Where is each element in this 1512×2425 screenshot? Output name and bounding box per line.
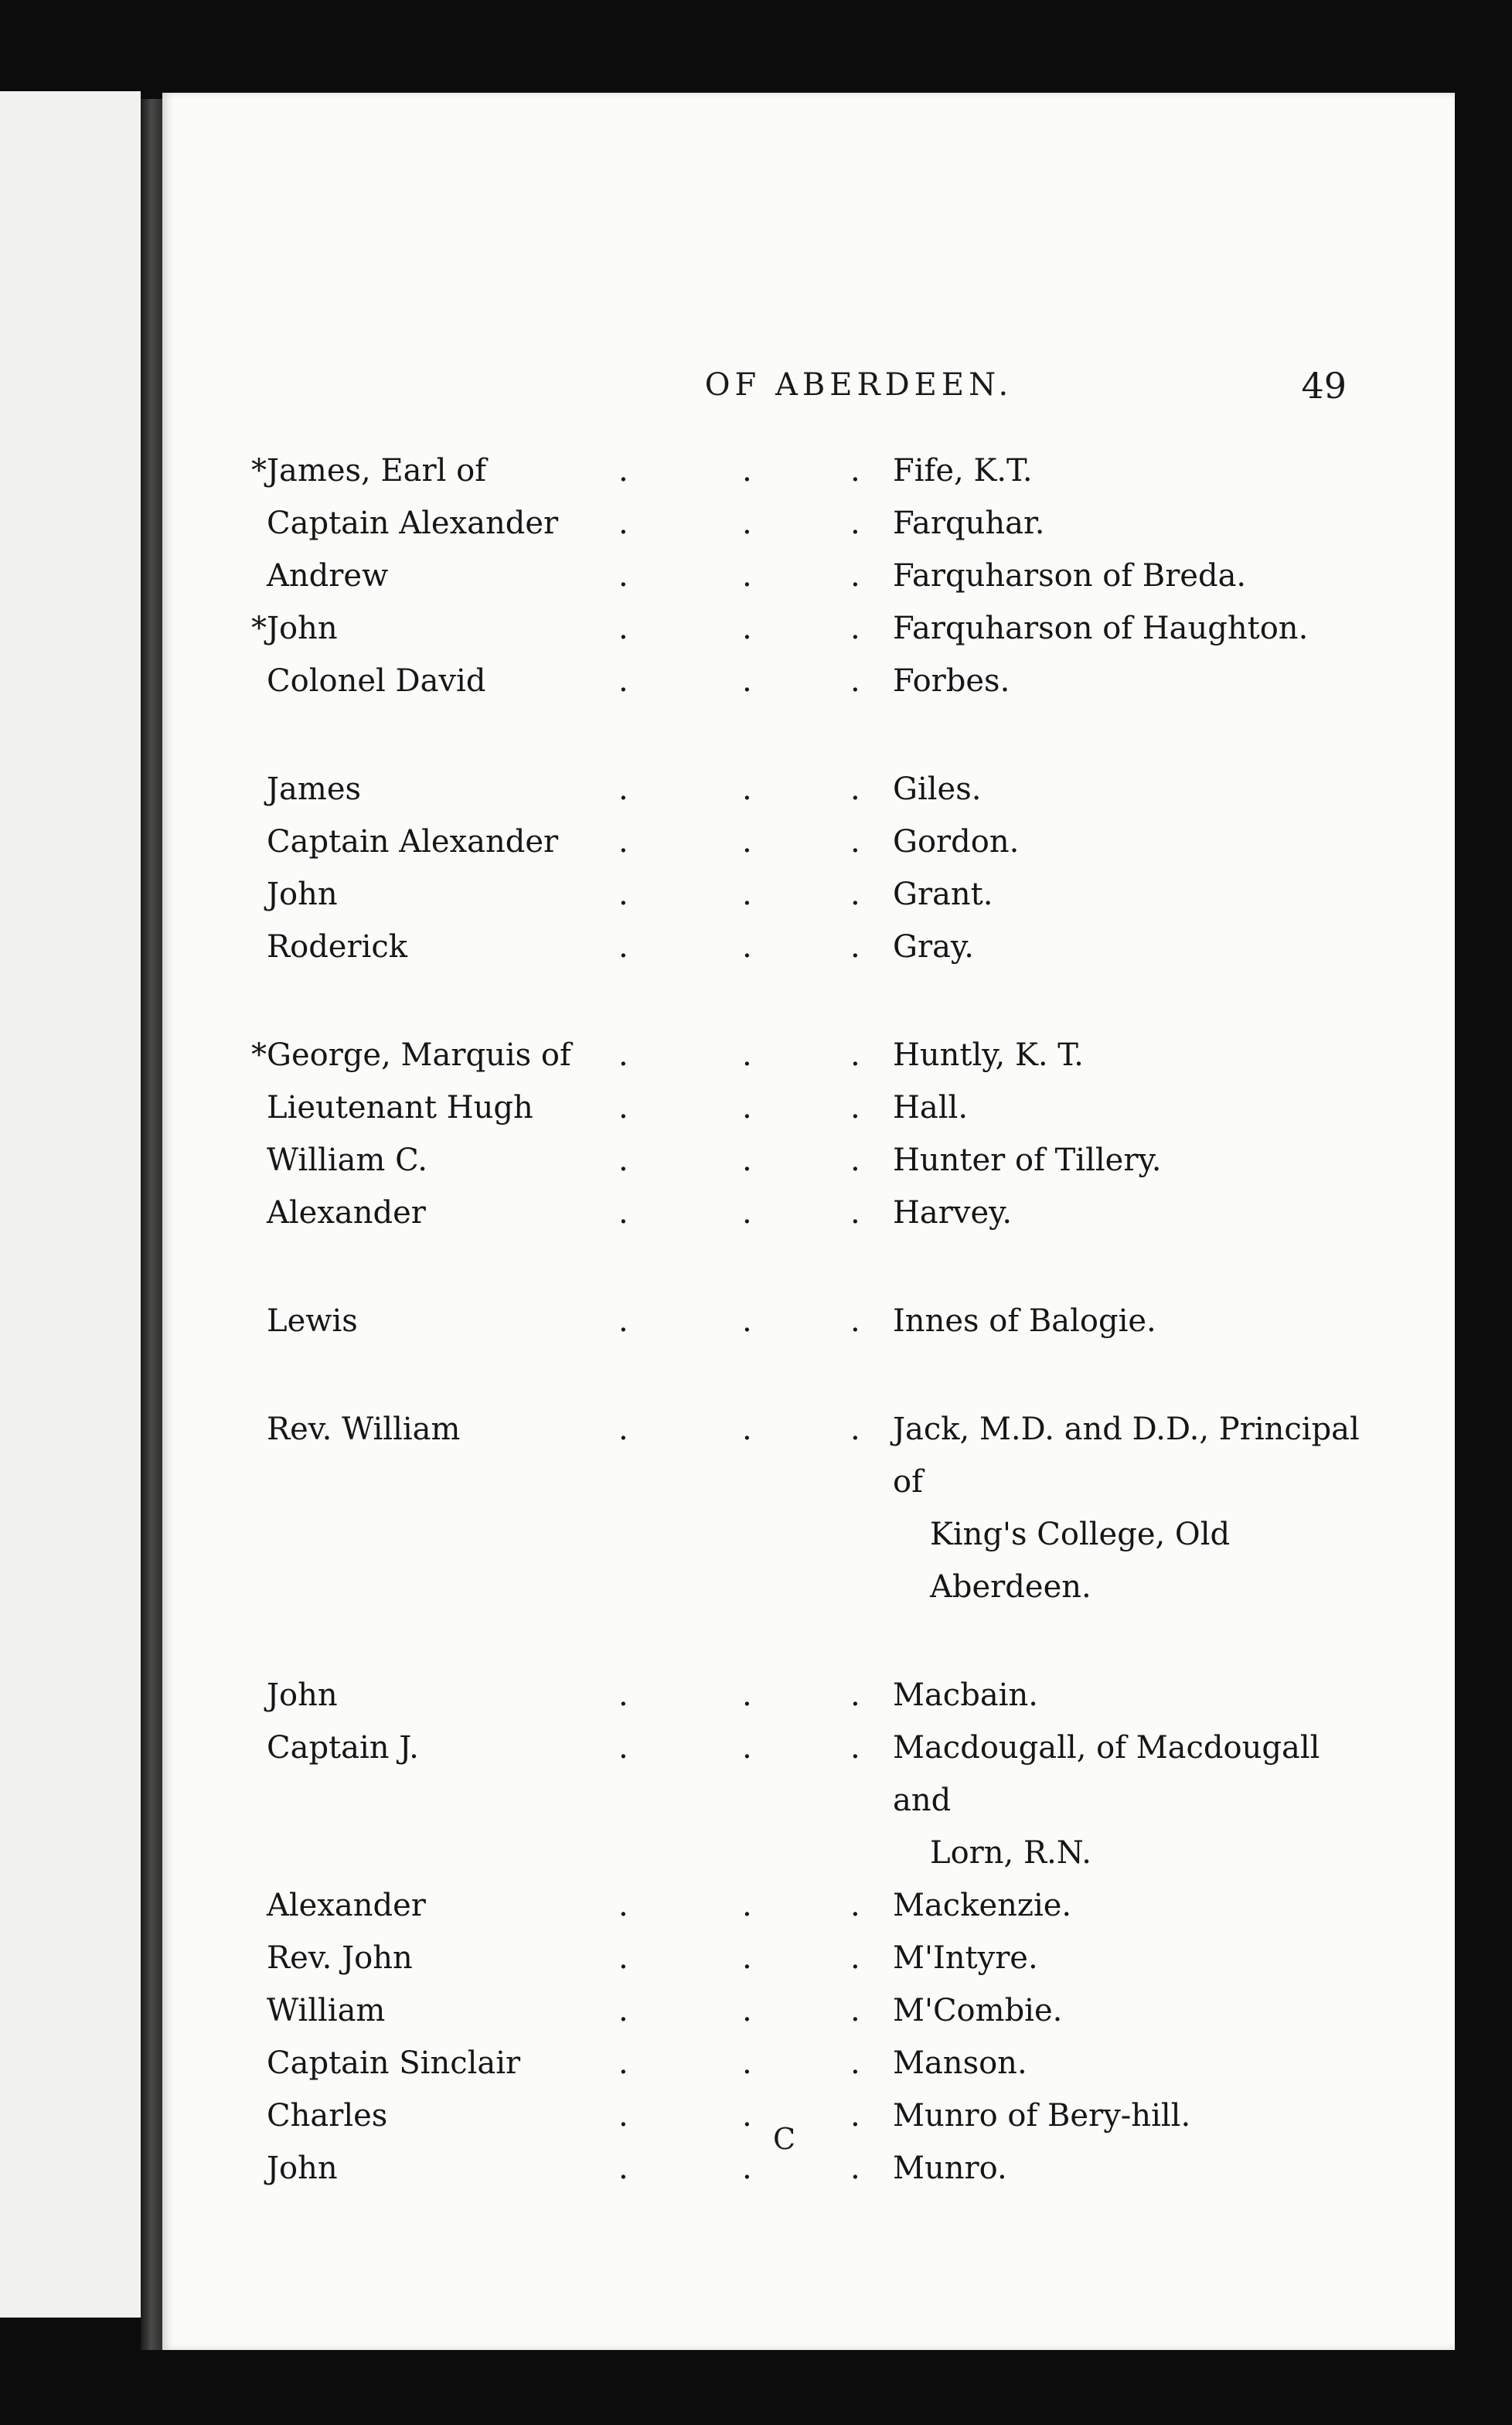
leader-dot: . (618, 1888, 628, 1923)
surname-text: Forbes. (893, 663, 1010, 699)
book-page (162, 93, 1455, 2350)
leader-dot: . (618, 558, 628, 594)
surname-continuation: Lorn, R.N. (930, 1835, 1091, 1871)
surname (893, 1879, 1380, 1932)
list-item (251, 1879, 1380, 1932)
leader-dot: . (850, 1940, 860, 1976)
surname-text: Gray. (893, 929, 974, 965)
surname (893, 1187, 1380, 1239)
leader-dot: . (618, 1940, 628, 1976)
leader-dot: . (850, 929, 860, 965)
list-item (251, 816, 1380, 868)
asterisk-mark: * (251, 611, 267, 646)
given-name: John (267, 877, 338, 912)
given-name: Captain Sinclair (267, 2045, 521, 2081)
leader-dot: . (618, 771, 628, 807)
facing-page (0, 91, 141, 2318)
given-name: Charles (267, 2098, 388, 2134)
given-name: Captain J. (267, 1730, 419, 1766)
surname-text: Macbain. (893, 1677, 1038, 1713)
list-item (251, 1295, 1380, 1347)
page-number: 49 (1301, 365, 1347, 407)
given-name: Roderick (267, 929, 408, 965)
leader-dot: . (742, 877, 752, 912)
given-name: James, Earl of (267, 453, 487, 489)
surname-text: Manson. (893, 2045, 1027, 2081)
leader-dot: . (742, 1195, 752, 1231)
surname (893, 1134, 1380, 1187)
leader-dot: . (742, 1412, 752, 1447)
surname (893, 2090, 1380, 2142)
list-item (251, 655, 1380, 707)
list-item (251, 1669, 1380, 1722)
given-name: Andrew (267, 558, 389, 594)
surname (893, 868, 1380, 921)
list-item (251, 2090, 1380, 2142)
leader-dot: . (850, 1412, 860, 1447)
leader-dot: . (618, 1090, 628, 1126)
leader-dot: . (742, 2045, 752, 2081)
book-gutter (141, 99, 164, 2350)
leader-dot: . (618, 611, 628, 646)
surname (893, 1295, 1380, 1347)
given-name: John (267, 611, 338, 646)
given-name: Colonel David (267, 663, 486, 699)
surname (893, 1722, 1380, 1879)
surname (893, 2037, 1380, 2090)
list-item (251, 1722, 1380, 1879)
leader-dot: . (850, 1037, 860, 1073)
given-name: Lewis (267, 1303, 358, 1339)
leader-dot: . (618, 1412, 628, 1447)
given-name: James (267, 771, 362, 807)
leader-dot: . (618, 1303, 628, 1339)
leader-dot: . (850, 1143, 860, 1178)
surname-text: Farquharson of Breda. (893, 558, 1247, 594)
leader-dot: . (742, 1993, 752, 2028)
entry-group (251, 1295, 1380, 1347)
signature-mark: C (773, 2122, 796, 2156)
leader-dot: . (618, 663, 628, 699)
leader-dot: . (850, 1303, 860, 1339)
running-head: OF ABERDEEN. (704, 367, 1013, 403)
entry-group (251, 444, 1380, 707)
leader-dot: . (850, 1993, 860, 2028)
given-name: John (267, 1677, 338, 1713)
leader-dot: . (850, 1730, 860, 1766)
list-item (251, 763, 1380, 816)
leader-dot: . (742, 1143, 752, 1178)
list-item (251, 1081, 1380, 1134)
surname-text: Fife, K.T. (893, 453, 1033, 489)
surname (893, 550, 1380, 602)
surname-text: Grant. (893, 877, 993, 912)
leader-dot: . (742, 1090, 752, 1126)
leader-dot: . (742, 2151, 752, 2186)
surname-text: M'Intyre. (893, 1940, 1038, 1976)
leader-dot: . (742, 1677, 752, 1713)
asterisk-mark: * (251, 453, 267, 489)
leader-dot: . (850, 2151, 860, 2186)
surname (893, 602, 1380, 655)
surname (893, 1029, 1380, 1081)
leader-dot: . (850, 506, 860, 541)
surname-text: Huntly, K. T. (893, 1037, 1084, 1073)
surname (893, 1984, 1380, 2037)
surname-continuation: King's College, Old Aberdeen. (930, 1517, 1231, 1605)
leader-dot: . (742, 1730, 752, 1766)
leader-dot: . (618, 1143, 628, 1178)
leader-dot: . (618, 929, 628, 965)
leader-dot: . (618, 2098, 628, 2134)
given-name: Lieutenant Hugh (267, 1090, 533, 1126)
surname-text: Munro. (893, 2151, 1007, 2186)
surname-text: Farquharson of Haughton. (893, 611, 1309, 646)
surname (893, 1403, 1380, 1613)
given-name: Captain Alexander (267, 506, 559, 541)
leader-dot: . (850, 1677, 860, 1713)
leader-dot: . (850, 611, 860, 646)
leader-dot: . (850, 771, 860, 807)
surname (893, 655, 1380, 707)
surname (893, 1932, 1380, 1984)
list-item (251, 868, 1380, 921)
leader-dot: . (850, 2045, 860, 2081)
leader-dot: . (742, 663, 752, 699)
leader-dot: . (618, 506, 628, 541)
list-item (251, 602, 1380, 655)
leader-dot: . (618, 453, 628, 489)
leader-dot: . (742, 2098, 752, 2134)
leader-dot: . (850, 453, 860, 489)
given-name: George, Marquis of (267, 1037, 571, 1073)
leader-dot: . (742, 1888, 752, 1923)
leader-dot: . (618, 2151, 628, 2186)
list-item (251, 921, 1380, 973)
leader-dot: . (618, 1037, 628, 1073)
surname (893, 763, 1380, 816)
surname (893, 1081, 1380, 1134)
surname (893, 497, 1380, 550)
given-name: Rev. John (267, 1940, 413, 1976)
list-item (251, 1984, 1380, 2037)
surname (893, 816, 1380, 868)
leader-dot: . (850, 2098, 860, 2134)
leader-dot: . (742, 1303, 752, 1339)
leader-dot: . (742, 453, 752, 489)
leader-dot: . (742, 506, 752, 541)
surname-text: Farquhar. (893, 506, 1045, 541)
leader-dot: . (742, 1037, 752, 1073)
leader-dot: . (850, 1090, 860, 1126)
leader-dot: . (742, 824, 752, 860)
leader-dot: . (850, 877, 860, 912)
leader-dot: . (618, 824, 628, 860)
list-item (251, 1403, 1380, 1613)
list-item (251, 1932, 1380, 1984)
leader-dot: . (618, 1195, 628, 1231)
surname-text: Jack, M.D. and D.D., Principal of (893, 1412, 1360, 1500)
leader-dot: . (618, 1993, 628, 2028)
list-item (251, 1187, 1380, 1239)
leader-dot: . (850, 824, 860, 860)
surname-text: Innes of Balogie. (893, 1303, 1156, 1339)
list-item (251, 2037, 1380, 2090)
surname-text: Macdougall, of Macdougall and (893, 1730, 1320, 1818)
leader-dot: . (850, 558, 860, 594)
leader-dot: . (742, 611, 752, 646)
asterisk-mark: * (251, 1037, 267, 1073)
entry-group (251, 1669, 1380, 2195)
surname-text: Hunter of Tillery. (893, 1143, 1162, 1178)
leader-dot: . (742, 929, 752, 965)
given-name: Alexander (267, 1888, 426, 1923)
subscriber-list (251, 444, 1380, 2250)
surname-text: Harvey. (893, 1195, 1013, 1231)
surname-text: M'Combie. (893, 1993, 1063, 2028)
entry-group (251, 1029, 1380, 1239)
given-name: William (267, 1993, 386, 2028)
list-item (251, 497, 1380, 550)
given-name: William C. (267, 1143, 427, 1178)
leader-dot: . (742, 1940, 752, 1976)
leader-dot: . (742, 771, 752, 807)
surname-text: Hall. (893, 1090, 969, 1126)
surname-text: Mackenzie. (893, 1888, 1072, 1923)
leader-dot: . (850, 663, 860, 699)
entry-group (251, 763, 1380, 973)
list-item (251, 444, 1380, 497)
surname-text: Gordon. (893, 824, 1020, 860)
leader-dot: . (850, 1888, 860, 1923)
leader-dot: . (618, 2045, 628, 2081)
list-item (251, 1134, 1380, 1187)
list-item (251, 2142, 1380, 2195)
given-name: Alexander (267, 1195, 426, 1231)
surname-text: Munro of Bery-hill. (893, 2098, 1191, 2134)
given-name: Captain Alexander (267, 824, 559, 860)
surname-text: Giles. (893, 771, 982, 807)
given-name: Rev. William (267, 1412, 461, 1447)
given-name: John (267, 2151, 338, 2186)
leader-dot: . (742, 558, 752, 594)
surname (893, 921, 1380, 973)
entry-group (251, 1403, 1380, 1613)
list-item (251, 550, 1380, 602)
surname (893, 2142, 1380, 2195)
leader-dot: . (850, 1195, 860, 1231)
leader-dot: . (618, 1677, 628, 1713)
leader-dot: . (618, 1730, 628, 1766)
surname (893, 444, 1380, 497)
leader-dot: . (618, 877, 628, 912)
surname (893, 1669, 1380, 1722)
list-item (251, 1029, 1380, 1081)
